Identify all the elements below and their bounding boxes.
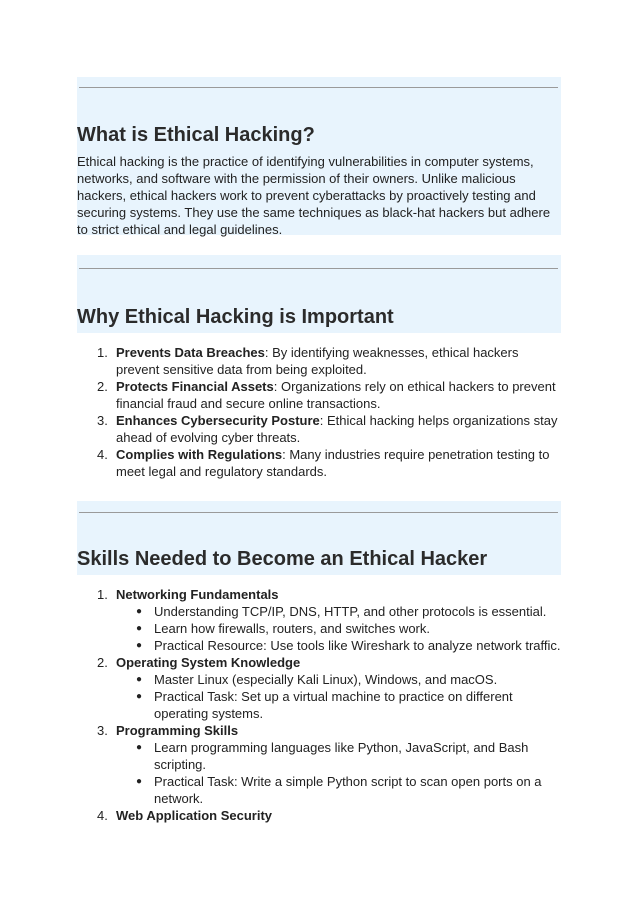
list-item-title: Prevents Data Breaches (116, 345, 265, 360)
sub-list (116, 603, 563, 654)
sub-item-text: Learn programming languages like Python, JavaScript, and Bash scripting. (154, 740, 529, 772)
horizontal-rule (79, 268, 558, 269)
sub-list-item (116, 603, 563, 620)
list-item (77, 344, 563, 378)
skills-list (77, 586, 563, 824)
sub-list-item (116, 688, 563, 722)
list-item (77, 586, 563, 654)
list-item-title: Enhances Cybersecurity Posture (116, 413, 320, 428)
list-item (77, 807, 563, 824)
section-heading: What is Ethical Hacking? (77, 124, 315, 146)
list-item-title: Operating System Knowledge (116, 655, 301, 670)
sub-list-item (116, 637, 563, 654)
sub-item-text: Learn how firewalls, routers, and switches work. (154, 621, 431, 636)
bullet-icon: ● (136, 623, 143, 634)
sub-item-text: Understanding TCP/IP, DNS, HTTP, and other protocols is essential. (154, 604, 547, 619)
list-item (77, 412, 563, 446)
list-number: 2. (97, 379, 108, 394)
list-item-text: : By identifying weaknesses, ethical hackers prevent sensitive data from being exploited. (116, 345, 519, 377)
sub-list-item (116, 739, 563, 773)
list-item (77, 654, 563, 722)
sub-item-text: Practical Task: Set up a virtual machine to practice on different operating systems. (154, 689, 513, 721)
bullet-icon: ● (136, 742, 143, 753)
list-item-title: Programming Skills (116, 723, 239, 738)
list-item (77, 378, 563, 412)
section-heading: Skills Needed to Become an Ethical Hacker (77, 548, 488, 570)
list-item-title: Complies with Regulations (116, 447, 283, 462)
bullet-icon: ● (136, 640, 143, 651)
list-number: 2. (97, 655, 108, 670)
list-number: 3. (97, 413, 108, 428)
list-number: 3. (97, 723, 108, 738)
bullet-icon: ● (136, 674, 143, 685)
list-item-text: : Many industries require penetration testing to meet legal and regulatory standards. (116, 447, 550, 479)
list-number: 4. (97, 808, 108, 823)
list-item (77, 722, 563, 807)
sub-list (116, 739, 563, 807)
bullet-icon: ● (136, 691, 143, 702)
list-item (77, 446, 563, 480)
bullet-icon: ● (136, 606, 143, 617)
list-item-title: Networking Fundamentals (116, 587, 279, 602)
list-item-text: : Ethical hacking helps organizations stay ahead of evolving cyber threats. (116, 413, 558, 445)
sub-list (116, 671, 563, 722)
list-item-title: Web Application Security (116, 808, 273, 823)
list-number: 4. (97, 447, 108, 462)
sub-item-text: Practical Task: Write a simple Python script to scan open ports on a network. (154, 774, 542, 806)
list-number: 1. (97, 345, 108, 360)
sub-list-item (116, 773, 563, 807)
list-number: 1. (97, 587, 108, 602)
sub-item-text: Master Linux (especially Kali Linux), Windows, and macOS. (154, 672, 498, 687)
section-heading: Why Ethical Hacking is Important (77, 306, 394, 328)
sub-list-item (116, 620, 563, 637)
list-item-text: : Organizations rely on ethical hackers to prevent financial fraud and secure online transactions. (116, 379, 556, 411)
horizontal-rule (79, 87, 558, 88)
sub-list-item (116, 671, 563, 688)
horizontal-rule (79, 512, 558, 513)
importance-list (77, 344, 563, 480)
section-paragraph: Ethical hacking is the practice of identifying vulnerabilities in computer systems, networks, and software with the permission of their owners. Unlike malicious hackers, ethical hackers work to prevent cyberattacks by proactively testing and securing systems. They use the same techniques as black-hat hackers but adhere to strict ethical and legal guidelines. (77, 154, 551, 237)
list-item-title: Protects Financial Assets (116, 379, 274, 394)
bullet-icon: ● (136, 776, 143, 787)
sub-item-text: Practical Resource: Use tools like Wireshark to analyze network traffic. (154, 638, 561, 653)
